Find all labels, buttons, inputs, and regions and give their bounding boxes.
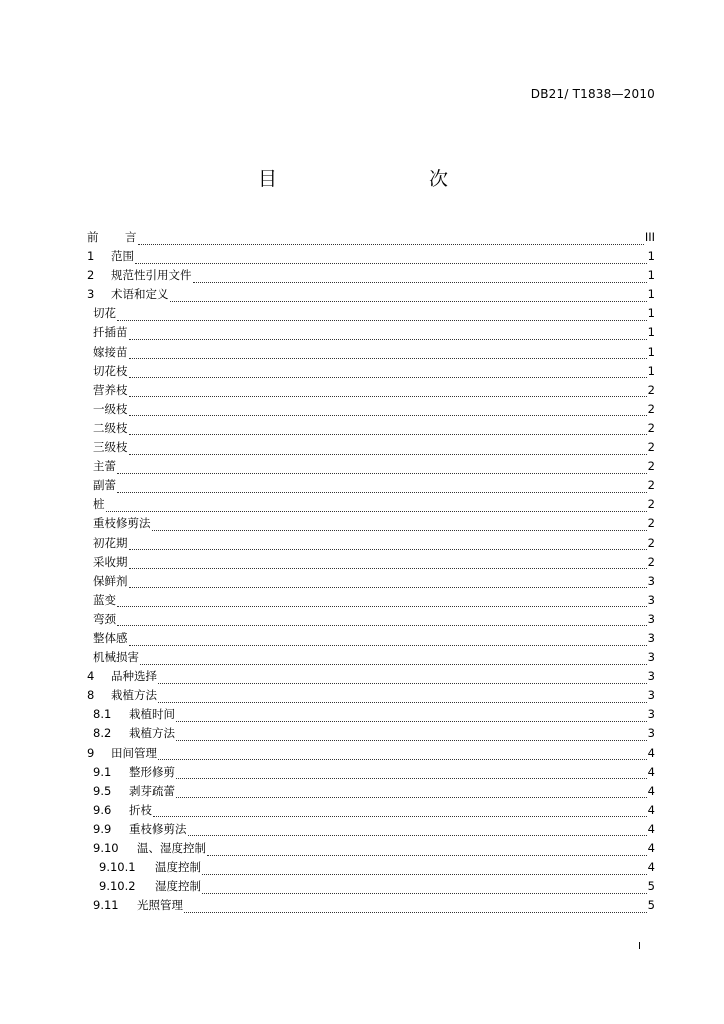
toc-entry-page: 4 (647, 783, 655, 798)
toc-entry-label (93, 439, 128, 455)
toc-entry-title: 温度控制 (155, 860, 201, 875)
toc-entry-label (87, 668, 157, 684)
toc-entry-title: 采收期 (93, 554, 128, 569)
toc-entry[interactable] (87, 439, 655, 458)
toc-entry-page: 4 (647, 841, 655, 855)
dot-leader (158, 674, 647, 684)
toc-entry-number: 8.1 (93, 707, 112, 722)
toc-entry[interactable] (87, 573, 655, 592)
toc-entry-title: 桩 (93, 497, 105, 512)
toc-entry-title: 二级枝 (93, 420, 128, 435)
toc-entry[interactable] (87, 515, 655, 534)
toc-entry[interactable] (87, 859, 655, 878)
dot-leader (129, 540, 647, 550)
toc-entry-title: 弯颈 (93, 611, 116, 626)
toc-entry[interactable] (87, 897, 655, 916)
dot-leader (140, 655, 647, 665)
toc-entry[interactable] (87, 363, 655, 382)
toc-entry-label (93, 382, 128, 398)
toc-entry-page: 5 (647, 879, 655, 894)
table-of-contents (87, 229, 655, 916)
toc-entry-title: 初花期 (93, 535, 128, 550)
toc-entry-page: 2 (647, 554, 655, 569)
toc-entry-page: 2 (647, 401, 655, 416)
toc-entry-label (93, 420, 128, 436)
toc-entry-label (87, 248, 134, 264)
toc-entry-page: 2 (647, 420, 655, 435)
toc-entry-page: 3 (647, 592, 655, 607)
toc-entry[interactable] (87, 458, 655, 477)
toc-entry-label (93, 840, 206, 856)
toc-entry-number: 前 (87, 230, 99, 244)
toc-entry-number: 1 (87, 249, 95, 264)
toc-entry[interactable] (87, 802, 655, 821)
toc-entry[interactable] (87, 286, 655, 305)
toc-entry-title: 整体感 (93, 630, 128, 645)
toc-entry-title: 言 (125, 230, 137, 244)
toc-entry[interactable] (87, 668, 655, 687)
toc-entry-title: 三级枝 (93, 440, 128, 455)
toc-entry-label (87, 687, 157, 703)
toc-entry-number: 9 (87, 745, 95, 760)
toc-entry-page: 4 (647, 764, 655, 779)
dot-leader (129, 349, 647, 359)
toc-entry-title: 切花枝 (93, 363, 128, 378)
toc-entry-page: 3 (647, 726, 655, 741)
toc-entry-label (93, 630, 128, 646)
toc-entry[interactable] (87, 878, 655, 897)
toc-entry-page: 2 (647, 497, 655, 512)
dot-leader (202, 884, 647, 894)
toc-entry-number: 8.2 (93, 726, 112, 741)
toc-entry-label (87, 745, 157, 761)
toc-entry[interactable] (87, 840, 655, 859)
toc-entry[interactable] (87, 496, 655, 515)
toc-entry-label (93, 401, 128, 417)
toc-entry-page: III (644, 230, 655, 244)
toc-entry-page: 3 (647, 669, 655, 684)
toc-entry-page: 4 (647, 821, 655, 836)
toc-entry-page: 3 (647, 630, 655, 645)
toc-entry-title: 栽植方法 (111, 688, 157, 703)
toc-entry-title: 栽植时间 (129, 707, 175, 722)
toc-entry-title: 蓝变 (93, 592, 116, 607)
toc-entry[interactable] (87, 745, 655, 764)
dot-leader (117, 464, 647, 474)
toc-entry-title: 切花 (93, 306, 116, 321)
toc-entry-label (93, 458, 116, 474)
toc-entry[interactable] (87, 324, 655, 343)
dot-leader (176, 769, 647, 779)
toc-entry-title: 重枝修剪法 (129, 821, 187, 836)
toc-entry-page: 2 (647, 535, 655, 550)
toc-entry-label (93, 477, 116, 493)
toc-entry-label (93, 897, 183, 913)
toc-entry-title: 规范性引用文件 (111, 268, 192, 283)
toc-entry-label (93, 764, 175, 780)
dot-leader (202, 865, 647, 875)
page-number: I (638, 941, 641, 952)
toc-entry-label (93, 802, 152, 818)
toc-entry-page: 2 (647, 516, 655, 531)
toc-entry-page: 2 (647, 459, 655, 474)
toc-entry-label (99, 859, 201, 875)
dot-leader (207, 846, 647, 856)
toc-entry-number: 9.11 (93, 898, 119, 913)
toc-entry-label (93, 324, 128, 340)
toc-entry-number: 9.9 (93, 821, 112, 836)
toc-entry-label (93, 783, 175, 799)
dot-leader (193, 273, 647, 283)
toc-entry-title: 湿度控制 (155, 879, 201, 894)
toc-entry[interactable] (87, 305, 655, 324)
toc-entry-title: 扦插苗 (93, 325, 128, 340)
toc-entry-label (93, 496, 105, 512)
toc-entry[interactable] (87, 420, 655, 439)
toc-entry-page: 1 (647, 249, 655, 264)
toc-entry[interactable] (87, 382, 655, 401)
toc-entry[interactable] (87, 764, 655, 783)
toc-entry-page: 3 (647, 707, 655, 722)
toc-entry-title: 主蕾 (93, 459, 116, 474)
toc-entry-title: 整形修剪 (129, 764, 175, 779)
toc-entry[interactable] (87, 477, 655, 496)
dot-leader (153, 807, 647, 817)
toc-entry[interactable] (87, 783, 655, 802)
toc-entry-page: 4 (647, 802, 655, 817)
dot-leader (129, 368, 647, 378)
toc-entry-label (93, 535, 128, 551)
toc-title: 目 次 (257, 168, 486, 190)
dot-leader (129, 387, 647, 397)
toc-entry-page: 1 (647, 325, 655, 340)
toc-entry-page: 2 (647, 440, 655, 455)
toc-entry-number: 9.10 (93, 841, 119, 855)
toc-entry[interactable] (87, 611, 655, 630)
toc-entry[interactable] (87, 706, 655, 725)
dot-leader (176, 788, 647, 798)
toc-entry[interactable] (87, 821, 655, 840)
dot-leader (184, 903, 647, 913)
dot-leader (129, 559, 647, 569)
toc-entry-label (87, 267, 192, 283)
dot-leader (117, 597, 647, 607)
toc-entry-number: 9.1 (93, 764, 112, 779)
toc-entry-title: 温、湿度控制 (137, 841, 206, 855)
dot-leader (129, 406, 647, 416)
toc-entry-label (99, 878, 201, 894)
toc-entry-page: 1 (647, 287, 655, 302)
dot-leader (138, 235, 644, 245)
dot-leader (117, 616, 647, 626)
toc-entry-title: 一级枝 (93, 401, 128, 416)
toc-entry[interactable] (87, 687, 655, 706)
toc-entry-label (93, 515, 151, 531)
toc-entry-title: 剥芽疏蕾 (129, 783, 175, 798)
toc-entry-title: 折枝 (129, 802, 152, 817)
dot-leader (129, 330, 647, 340)
toc-entry-label (93, 573, 128, 589)
toc-entry-number: 8 (87, 688, 95, 703)
toc-entry-number: 9.10.1 (99, 860, 136, 875)
toc-entry-page: 2 (647, 478, 655, 493)
dot-leader (129, 578, 647, 588)
toc-entry-number: 9.10.2 (99, 879, 136, 894)
toc-entry-page: 4 (647, 745, 655, 760)
dot-leader (176, 731, 647, 741)
toc-entry-page: 3 (647, 688, 655, 703)
dot-leader (129, 445, 647, 455)
toc-entry[interactable] (87, 267, 655, 286)
toc-entry-title: 范围 (111, 249, 134, 264)
toc-entry-number: 4 (87, 669, 95, 684)
dot-leader (117, 483, 647, 493)
toc-entry-title: 田间管理 (111, 745, 157, 760)
toc-entry-number: 9.6 (93, 802, 112, 817)
dot-leader (129, 425, 647, 435)
dot-leader (158, 693, 647, 703)
dot-leader (129, 636, 647, 646)
dot-leader (170, 292, 647, 302)
toc-entry[interactable] (87, 630, 655, 649)
toc-entry-label (93, 363, 128, 379)
toc-entry-title: 光照管理 (137, 898, 183, 913)
toc-entry-label (93, 305, 116, 321)
toc-entry[interactable] (87, 344, 655, 363)
toc-entry-page: 2 (647, 382, 655, 397)
dot-leader (188, 826, 647, 836)
toc-entry-label (93, 821, 187, 837)
toc-entry-number: 2 (87, 268, 95, 283)
toc-entry-page: 1 (647, 306, 655, 321)
toc-entry[interactable] (87, 401, 655, 420)
toc-entry[interactable] (87, 554, 655, 573)
toc-entry-label (93, 725, 175, 741)
toc-entry-label (93, 649, 139, 665)
toc-entry-title: 嫁接苗 (93, 344, 128, 359)
toc-entry-title: 重枝修剪法 (93, 516, 151, 531)
toc-entry-label (93, 706, 175, 722)
toc-entry-page: 4 (647, 860, 655, 875)
toc-entry-title: 机械损害 (93, 650, 139, 665)
dot-leader (152, 521, 647, 531)
toc-entry[interactable] (87, 535, 655, 554)
toc-entry-label (93, 611, 116, 627)
toc-entry-page: 1 (647, 268, 655, 283)
toc-entry-number: 3 (87, 287, 95, 302)
toc-entry-title: 栽植方法 (129, 726, 175, 741)
toc-entry-label (93, 344, 128, 360)
toc-entry-page: 1 (647, 344, 655, 359)
toc-entry-title: 品种选择 (111, 669, 157, 684)
toc-entry[interactable] (87, 725, 655, 744)
toc-entry-page: 3 (647, 573, 655, 588)
toc-entry[interactable] (87, 592, 655, 611)
toc-entry-page: 3 (647, 611, 655, 626)
dot-leader (158, 750, 647, 760)
toc-entry[interactable] (87, 229, 655, 248)
toc-entry-title: 营养枝 (93, 382, 128, 397)
toc-entry-label (87, 229, 137, 245)
toc-entry-page: 5 (647, 898, 655, 913)
toc-entry-label (93, 554, 128, 570)
toc-entry[interactable] (87, 248, 655, 267)
toc-entry-title: 保鲜剂 (93, 573, 128, 588)
toc-entry[interactable] (87, 649, 655, 668)
toc-entry-label (87, 286, 169, 302)
toc-entry-title: 副蕾 (93, 478, 116, 493)
dot-leader (106, 502, 647, 512)
toc-entry-page: 1 (647, 363, 655, 378)
document-code: DB21/ T1838—2010 (530, 87, 655, 101)
toc-entry-title: 术语和定义 (111, 287, 169, 302)
dot-leader (176, 712, 647, 722)
toc-entry-page: 3 (647, 650, 655, 665)
dot-leader (135, 254, 647, 264)
toc-entry-label (93, 592, 116, 608)
toc-entry-number: 9.5 (93, 783, 112, 798)
dot-leader (117, 311, 647, 321)
